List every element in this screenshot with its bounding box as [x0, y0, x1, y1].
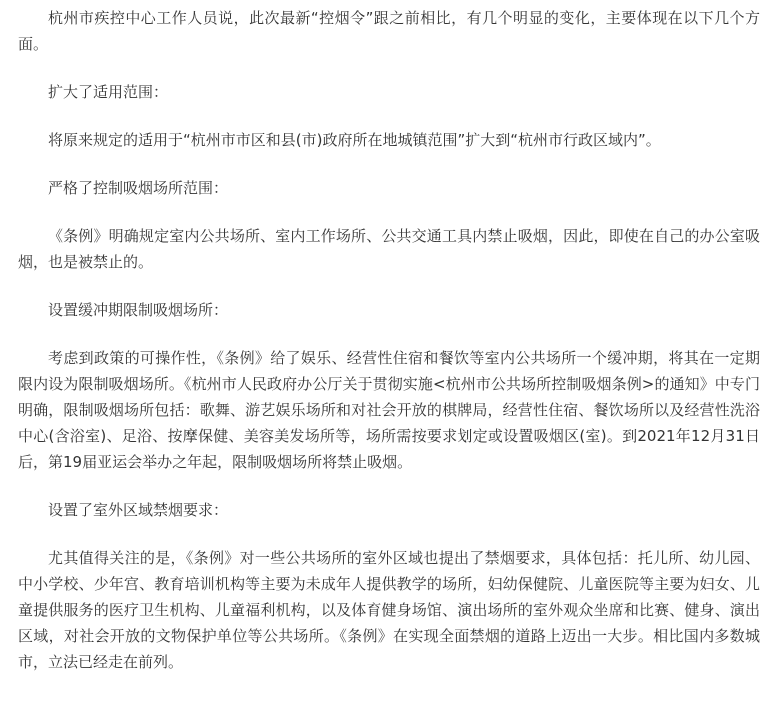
section-heading-outdoor: 设置了室外区域禁烟要求：	[48, 501, 229, 519]
intro-paragraph: 杭州市疾控中心工作人员说，此次最新“控烟令”跟之前相比，有几个明显的变化，主要体现在以下几个方面。	[18, 9, 760, 53]
outdoor-paragraph: 尤其值得关注的是，《条例》对一些公共场所的室外区域也提出了禁烟要求，具体包括：托儿所、幼儿园、中小学校、少年宫、教育培训机构等主要为未成年人提供教学的场所，妇幼保健院、儿童医院等主要为妇女、儿童提供服务的医疗卫生机构、儿童福利机构，以及体育健身场馆、演出场所的室外观众坐席和比赛、健身、演出区域，对社会开放的文物保护单位等公共场所。《条例》在实现全面禁烟的道路上迈出一大步。相比国内多数城市，立法已经走在前列。	[18, 549, 760, 671]
article-body	[18, 5, 760, 675]
section-heading-smoking-areas: 严格了控制吸烟场所范围：	[48, 179, 229, 197]
buffer-period-paragraph: 考虑到政策的可操作性，《条例》给了娱乐、经营性住宿和餐饮等室内公共场所一个缓冲期，将其在一定期限内设为限制吸烟场所。《杭州市人民政府办公厅关于贯彻实施<杭州市公共场所控制吸烟条例>的通知》中专门明确，限制吸烟场所包括：歌舞、游艺娱乐场所和对社会开放的棋牌局，经营性住宿、餐饮场所以及经营性洗浴中心(含浴室)、足浴、按摩保健、美容美发场所等，场所需按要求划定或设置吸烟区(室)。到2021年12月31日后，第19届亚运会举办之年起，限制吸烟场所将禁止吸烟。	[18, 349, 760, 471]
section-heading-buffer-period: 设置缓冲期限制吸烟场所：	[48, 301, 229, 319]
scope-paragraph: 将原来规定的适用于“杭州市市区和县(市)政府所在地城镇范围”扩大到“杭州市行政区域内”。	[48, 131, 661, 149]
section-heading-scope: 扩大了适用范围：	[48, 83, 169, 101]
smoking-areas-paragraph: 《条例》明确规定室内公共场所、室内工作场所、公共交通工具内禁止吸烟，因此，即使在自己的办公室吸烟，也是被禁止的。	[18, 227, 760, 271]
